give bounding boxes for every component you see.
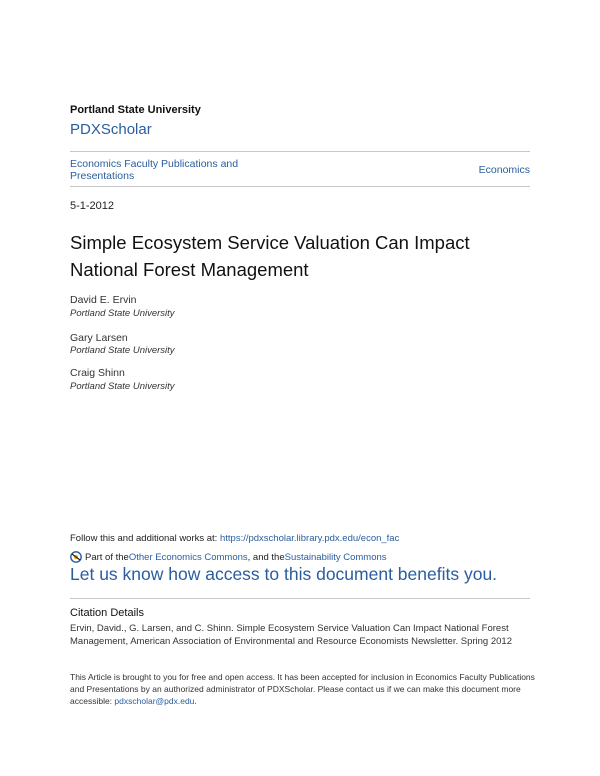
department-link[interactable]: Economics (478, 164, 530, 176)
collection-link[interactable]: Economics Faculty Publications and Presentations (70, 158, 239, 182)
citation-text: Ervin, David., G. Larsen, and C. Shinn. Simple Ecosystem Service Valuation Can Impact National Forest Management, American Association of Environmental and Resource Economists Newsletter. Spring 2012 (70, 623, 512, 647)
part-of-prefix: Part of the (85, 551, 129, 563)
author-name: David E. Ervin (70, 294, 137, 306)
author-affiliation: Portland State University (70, 381, 175, 392)
access-note-text: This Article is brought to you for free and open access. It has been accepted for inclusion in Economics Faculty Publications and Presentations by an authorized administrator of PDXScholar. Please contact us if we can make this document more accessible: (70, 672, 535, 706)
author-name: Gary Larsen (70, 332, 128, 344)
divider (70, 598, 530, 599)
citation-heading: Citation Details (70, 607, 144, 619)
access-note-end: . (194, 696, 197, 706)
part-of-line (70, 551, 387, 563)
follow-prefix: Follow this and additional works at: (70, 533, 220, 544)
repository-link[interactable]: PDXScholar (70, 121, 152, 138)
publication-date: 5-1-2012 (70, 200, 115, 212)
document-title: Simple Ecosystem Service Valuation Can Impact National Forest Management (70, 232, 470, 280)
commons-network-icon (70, 551, 82, 563)
collection-url-link[interactable]: https://pdxscholar.library.pdx.edu/econ_fac (219, 533, 400, 544)
access-note (70, 671, 535, 707)
part-of-middle: , and the (247, 551, 285, 563)
follow-line (70, 533, 399, 544)
divider (70, 151, 530, 152)
other-economics-commons-link[interactable]: Other Economics Commons (128, 551, 248, 563)
divider (70, 186, 530, 187)
contact-email-link[interactable]: pdxscholar@pdx.edu (114, 696, 195, 706)
author-name: Craig Shinn (70, 367, 125, 379)
author-affiliation: Portland State University (70, 308, 175, 319)
university-name: Portland State University (70, 104, 201, 116)
sustainability-commons-link[interactable]: Sustainability Commons (284, 551, 387, 563)
author-affiliation: Portland State University (70, 345, 175, 356)
feedback-link[interactable]: Let us know how access to this document benefits you. (70, 564, 498, 584)
